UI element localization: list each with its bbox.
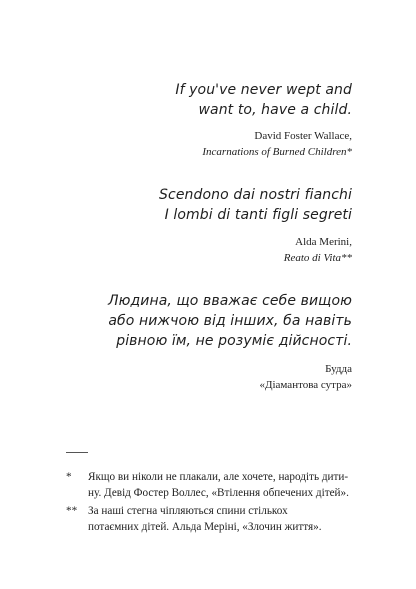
footnote-line: ну. Девід Фостер Воллес, «Втілення обпечених дітей». [88, 487, 349, 499]
footnote-line: За наші стегна чіпляються спини стількох [88, 505, 288, 517]
quote-line: Scendono dai nostri fianchi [159, 187, 352, 203]
epigraph-buddha [108, 291, 352, 393]
epigraph-quote [108, 291, 352, 351]
epigraph-work: Reato di Vita** [283, 252, 352, 264]
quote-line: I lombi di tanti figli segreti [164, 207, 352, 223]
epigraph-author: Alda Merini, [295, 236, 352, 248]
quote-line: рівною їм, не розуміє дійсності. [116, 333, 352, 349]
footnote-mark: ** [66, 505, 78, 517]
footnote [66, 503, 366, 535]
epigraph-author: Будда [325, 363, 352, 375]
quote-line: Людина, що вважає себе вищою [107, 293, 352, 309]
footnote-mark: * [66, 471, 72, 483]
quote-line: If you've never wept and [175, 82, 352, 98]
footnote [66, 469, 366, 501]
footnotes [66, 469, 366, 537]
epigraph-quote [159, 185, 352, 225]
footnote-line: потаємних дітей. Альда Меріні, «Злочин життя». [88, 521, 322, 533]
epigraph-work: Incarnations of Burned Children* [202, 146, 352, 158]
epigraph-quote [175, 80, 352, 120]
footnote-line: Якщо ви ніколи не плакали, але хочете, народіть дити- [88, 471, 349, 483]
epigraph-work: «Діамантова сутра» [259, 379, 352, 391]
epigraph-author: David Foster Wallace, [254, 130, 352, 142]
epigraph-wallace [175, 80, 352, 160]
epigraph-merini [159, 185, 352, 266]
quote-line: want to, have a child. [198, 102, 352, 118]
quote-line: або нижчою від інших, ба навіть [108, 313, 352, 329]
footnote-separator [66, 452, 88, 453]
